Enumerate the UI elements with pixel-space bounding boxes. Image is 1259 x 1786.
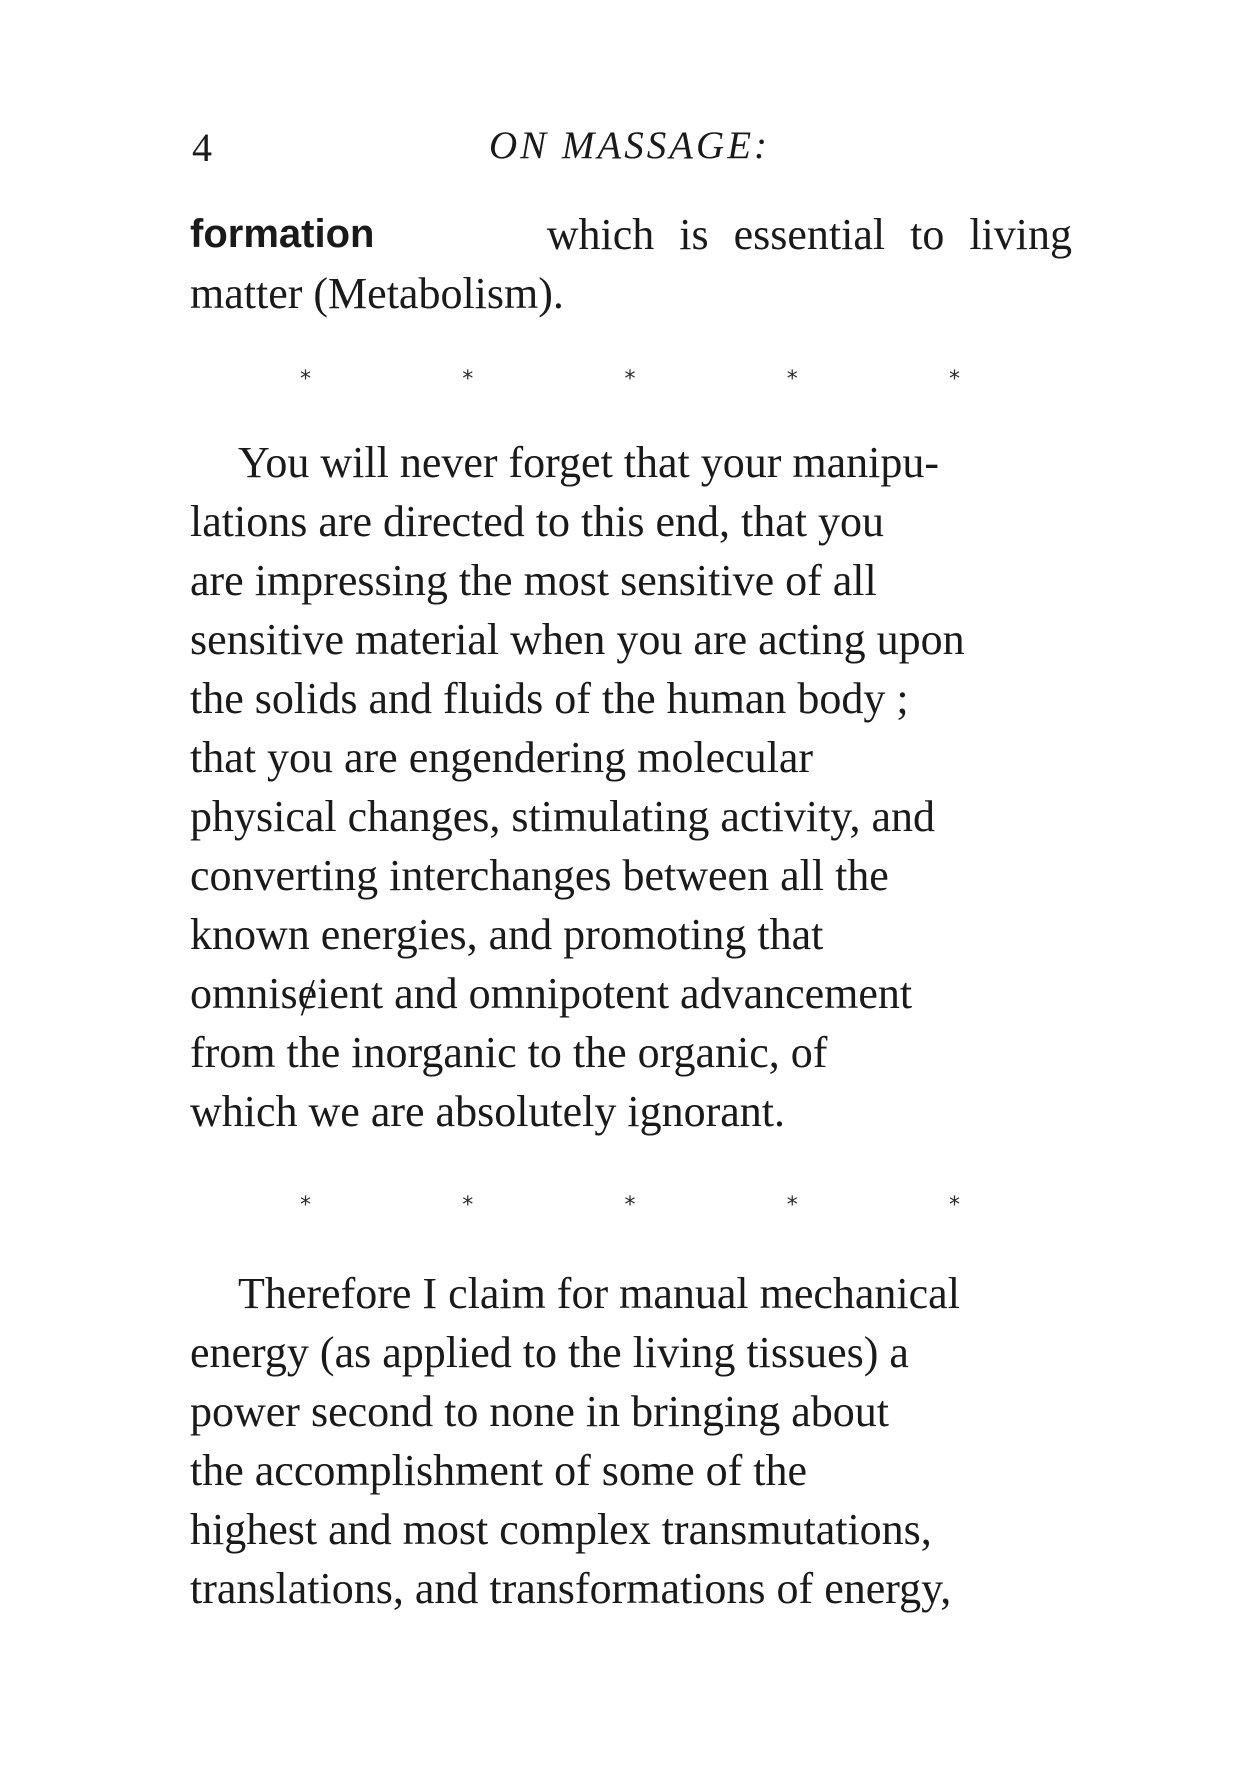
divider-asterisk: * [624,1193,636,1218]
paragraph-line: matter (Metabolism). [190,269,564,318]
bold-word: formation [190,212,375,256]
paragraph-line: You will never forget that your manipu- [238,438,940,487]
section-divider [300,1194,960,1218]
line-text: which is essential to living [546,210,1072,259]
paragraph-line: lations are directed to this end, that you [190,497,885,546]
divider-asterisk: * [786,1193,798,1218]
divider-asterisk: * [624,367,636,392]
paragraph-line: Therefore I claim for manual mechanical [238,1269,960,1318]
divider-asterisk: * [786,367,798,392]
divider-asterisk: * [462,1193,474,1218]
paragraph-line: highest and most complex transmutations, [190,1505,932,1554]
paragraph-line: known energies, and promoting that [190,910,824,959]
paragraph-line: power second to none in bringing about [190,1387,889,1436]
paragraph-line: physical changes, stimulating activity, and [190,792,935,841]
paragraph-line: the accomplishment of some of the [190,1446,808,1495]
paragraph-line: translations, and transformations of energy, [190,1564,952,1613]
paragraph-line: sensitive material when you are acting upon [190,615,965,664]
paragraph-line: converting interchanges between all the [190,851,889,900]
divider-asterisk: * [949,367,960,392]
paragraph-line: omnisɇient and omnipotent advancement [190,969,913,1018]
paragraph-line: that you are engendering molecular [190,733,814,782]
paragraph-line: energy (as applied to the living tissues) a [190,1328,909,1377]
divider-asterisk: * [300,367,311,392]
paragraph-line [190,205,1072,264]
page-number: 4 [192,125,212,170]
paragraph-2 [190,433,1072,1141]
paragraph-line: are impressing the most sensitive of all [190,556,877,605]
divider-asterisk: * [462,367,474,392]
paragraph-line: which we are absolutely ignorant. [190,1087,786,1136]
paragraph-3 [190,1264,1072,1618]
running-header: ON MASSAGE: [488,124,771,167]
paragraph-1 [190,205,1072,323]
paragraph-line: from the inorganic to the organic, of [190,1028,828,1077]
section-divider [300,368,960,392]
paragraph-line: the solids and fluids of the human body ; [190,674,909,723]
divider-asterisk: * [949,1193,960,1218]
divider-asterisk: * [300,1193,311,1218]
